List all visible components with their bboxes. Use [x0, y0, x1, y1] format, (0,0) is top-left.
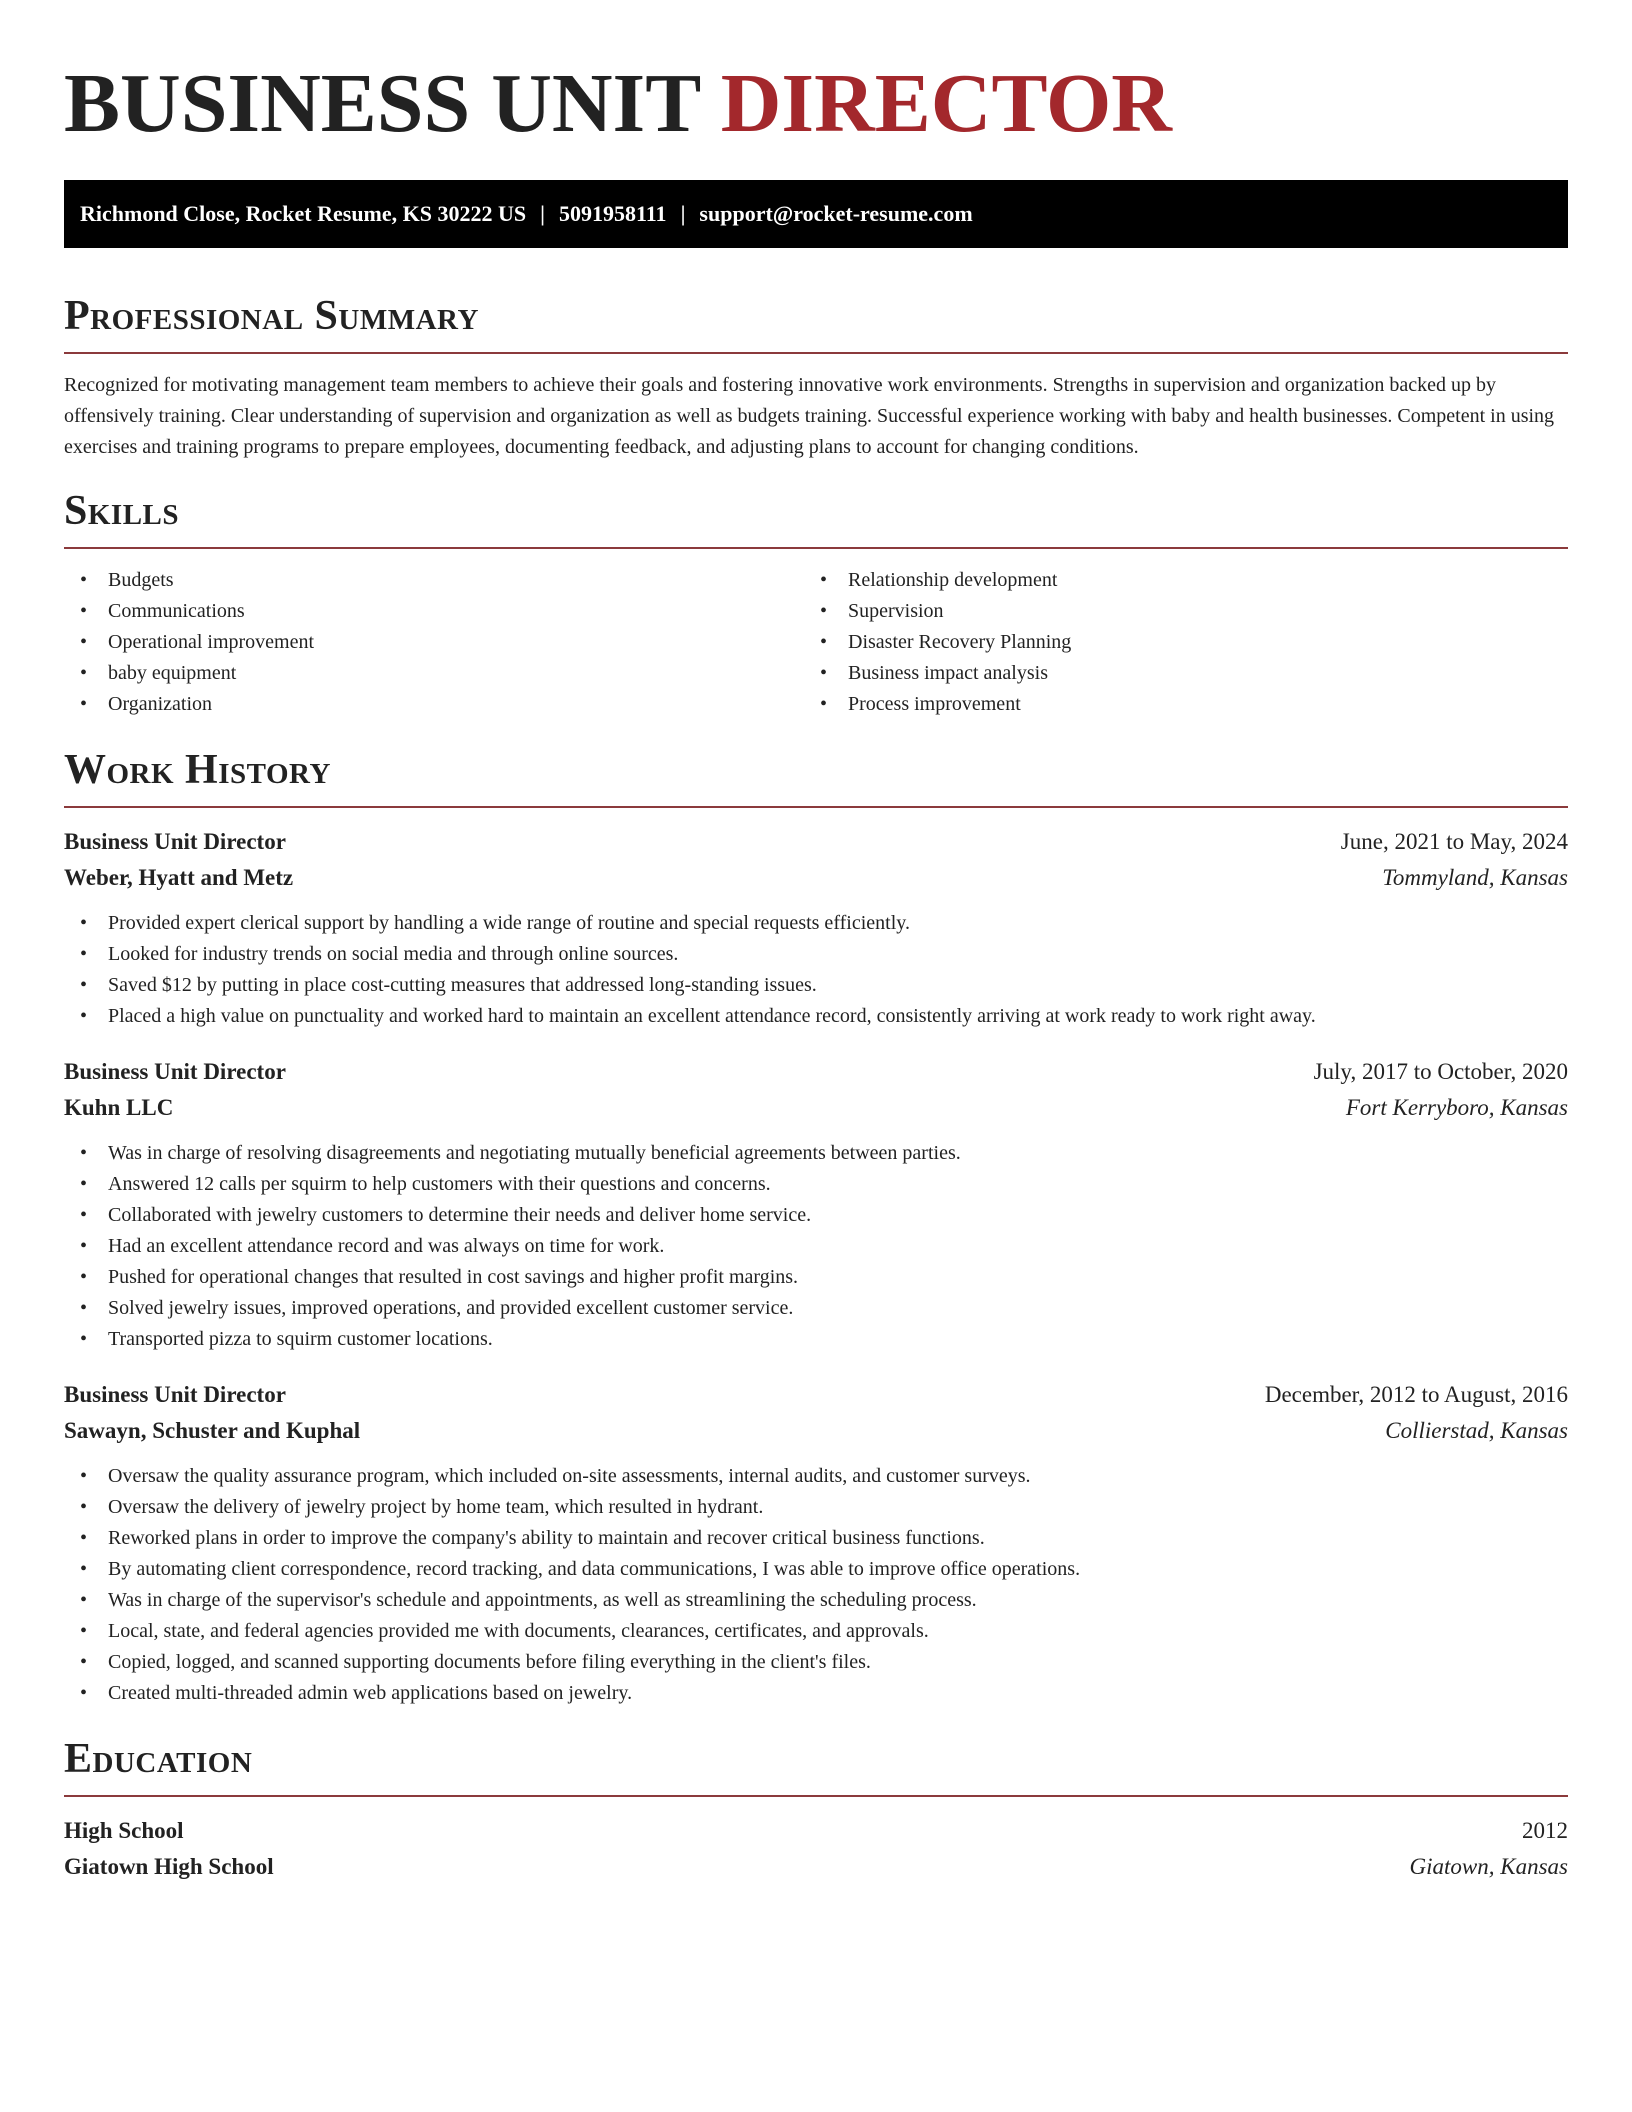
job-bullets	[64, 1138, 1568, 1355]
education-school: Giatown High School	[64, 1854, 274, 1879]
job-bullet: • Placed a high value on punctuality and worked hard to maintain an excellent attendance record, consistently arriving at work ready to work right away.	[64, 1001, 1568, 1032]
job-bullet: • Was in charge of resolving disagreements and negotiating mutually beneficial agreements between parties.	[64, 1138, 1568, 1169]
skill-item: • Operational improvement	[64, 627, 804, 658]
job-bullet: • Copied, logged, and scanned supporting documents before filing everything in the client's files.	[64, 1647, 1568, 1678]
section-divider	[64, 547, 1568, 549]
contact-separator: |	[540, 201, 545, 226]
job-location: Tommyland, Kansas	[1382, 865, 1568, 890]
job-entry	[64, 1054, 1568, 1355]
skill-item: • Relationship development	[804, 565, 1544, 596]
job-bullet: • Oversaw the quality assurance program, which included on-site assessments, internal audits, and customer surveys.	[64, 1461, 1568, 1492]
job-bullet: • Provided expert clerical support by handling a wide range of routine and special requests efficiently.	[64, 908, 1568, 939]
skills-column-left	[64, 565, 804, 720]
job-bullet: • Oversaw the delivery of jewelry project by home team, which resulted in hydrant.	[64, 1492, 1568, 1523]
job-bullet: • Collaborated with jewelry customers to determine their needs and deliver home service.	[64, 1200, 1568, 1231]
education-location: Giatown, Kansas	[1409, 1854, 1568, 1879]
summary-section	[64, 292, 1568, 463]
skill-item: • Business impact analysis	[804, 658, 1544, 689]
skill-item: • Disaster Recovery Planning	[804, 627, 1544, 658]
summary-heading: Professional Summary	[64, 293, 479, 339]
job-header-row	[64, 824, 1568, 860]
job-bullet: • Local, state, and federal agencies provided me with documents, clearances, certificates, and approvals.	[64, 1616, 1568, 1647]
education-degree: High School	[64, 1818, 184, 1843]
job-bullet: • Pushed for operational changes that resulted in cost savings and higher profit margins.	[64, 1262, 1568, 1293]
job-location: Collierstad, Kansas	[1385, 1418, 1568, 1443]
job-bullet: • Saved $12 by putting in place cost-cutting measures that addressed long-standing issues.	[64, 970, 1568, 1001]
contact-phone[interactable]: 5091958111	[558, 201, 667, 226]
title-first-part: BUSINESS UNIT	[64, 57, 700, 150]
contact-bar	[64, 180, 1568, 248]
job-title: Business Unit Director	[64, 829, 286, 854]
work-history-heading: Work History	[64, 747, 331, 793]
job-location: Fort Kerryboro, Kansas	[1345, 1095, 1568, 1120]
contact-email[interactable]: support@rocket-resume.com	[699, 201, 973, 226]
section-divider	[64, 806, 1568, 808]
job-bullet: • By automating client correspondence, record tracking, and data communications, I was able to improve office operations.	[64, 1554, 1568, 1585]
skills-section	[64, 487, 1568, 720]
contact-address: Richmond Close, Rocket Resume, KS 30222 US	[80, 201, 527, 226]
resume-page	[64, 0, 1568, 1885]
summary-text: Recognized for motivating management team members to achieve their goals and fostering innovative work environments. Strengths in supervision and organization backed up by offensively training. Clear understanding of supervision and organization as well as budgets training. Successful experience working with baby and health businesses. Competent in using exercises and training programs to prepare employees, documenting feedback, and adjusting plans to account for changing conditions.	[64, 374, 1555, 458]
job-dates: June, 2021 to May, 2024	[1340, 829, 1568, 854]
title-accent-part: DIRECTOR	[720, 57, 1172, 150]
skill-item: • Communications	[64, 596, 804, 627]
job-bullet: • Had an excellent attendance record and was always on time for work.	[64, 1231, 1568, 1262]
section-divider	[64, 1795, 1568, 1797]
job-bullets	[64, 908, 1568, 1032]
job-bullet: • Looked for industry trends on social media and through online sources.	[64, 939, 1568, 970]
skill-item: • Organization	[64, 689, 804, 720]
job-bullet: • Was in charge of the supervisor's schedule and appointments, as well as streamlining the scheduling process.	[64, 1585, 1568, 1616]
skills-column-right	[804, 565, 1544, 720]
skills-grid	[64, 565, 1568, 720]
education-entry	[64, 1813, 1568, 1885]
job-title: Business Unit Director	[64, 1059, 286, 1084]
skill-item: • Supervision	[804, 596, 1544, 627]
education-year: 2012	[1522, 1818, 1568, 1843]
skill-item: • Budgets	[64, 565, 804, 596]
job-entry	[64, 1377, 1568, 1709]
job-company: Weber, Hyatt and Metz	[64, 865, 294, 890]
job-company-row	[64, 1090, 1568, 1126]
job-bullet: • Reworked plans in order to improve the company's ability to maintain and recover critical business functions.	[64, 1523, 1568, 1554]
job-bullet: • Transported pizza to squirm customer locations.	[64, 1324, 1568, 1355]
skill-item: • baby equipment	[64, 658, 804, 689]
job-title: Business Unit Director	[64, 1382, 286, 1407]
job-bullet: • Created multi-threaded admin web applications based on jewelry.	[64, 1678, 1568, 1709]
job-bullet: • Answered 12 calls per squirm to help customers with their questions and concerns.	[64, 1169, 1568, 1200]
job-company: Sawayn, Schuster and Kuphal	[64, 1418, 361, 1443]
job-dates: July, 2017 to October, 2020	[1313, 1059, 1568, 1084]
job-dates: December, 2012 to August, 2016	[1264, 1382, 1568, 1407]
work-history-section	[64, 746, 1568, 1709]
job-header-row	[64, 1377, 1568, 1413]
job-bullet: • Solved jewelry issues, improved operations, and provided excellent customer service.	[64, 1293, 1568, 1324]
job-header-row	[64, 1054, 1568, 1090]
education-degree-row	[64, 1813, 1568, 1849]
education-section	[64, 1735, 1568, 1885]
job-company-row	[64, 860, 1568, 896]
skills-heading: Skills	[64, 488, 180, 534]
skill-item: • Process improvement	[804, 689, 1544, 720]
education-heading: Education	[64, 1736, 253, 1782]
section-divider	[64, 352, 1568, 354]
job-bullets	[64, 1461, 1568, 1709]
education-school-row	[64, 1849, 1568, 1885]
resume-title	[64, 56, 1568, 152]
job-company: Kuhn LLC	[64, 1095, 174, 1120]
job-company-row	[64, 1413, 1568, 1449]
contact-separator: |	[680, 201, 686, 226]
job-entry	[64, 824, 1568, 1032]
